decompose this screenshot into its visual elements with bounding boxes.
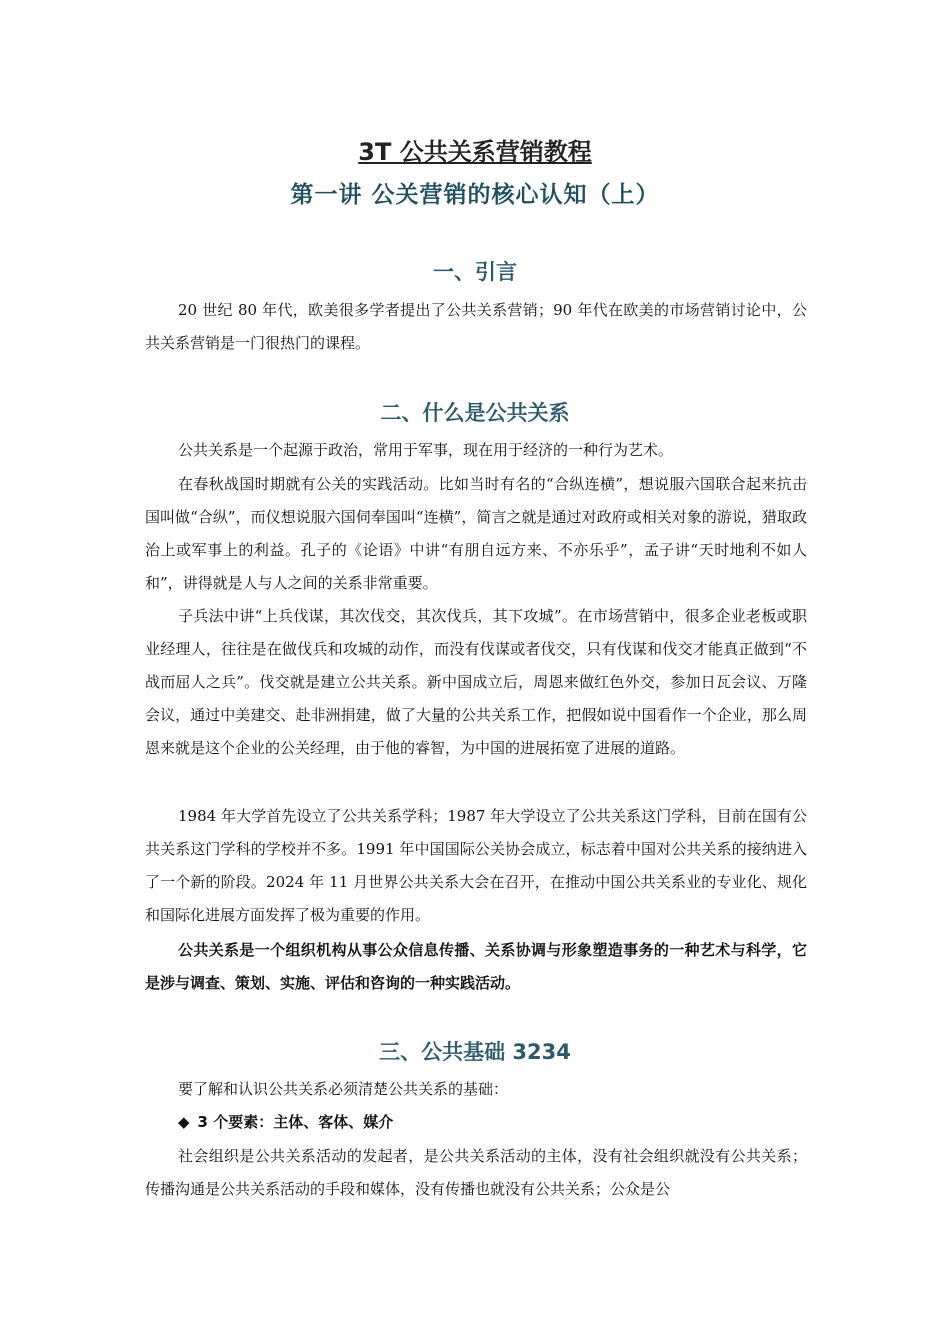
document-title: 3T 公共关系营销教程 xyxy=(358,138,592,166)
lecture-subtitle: 第一讲 公关营销的核心认知（上） xyxy=(290,181,660,208)
section-heading-intro: 一、引言 xyxy=(433,260,517,284)
diamond-bullet-icon: ◆ xyxy=(178,1113,190,1131)
paragraph: 社会组织是公共关系活动的发起者，是公共关系活动的主体，没有社会组织就没有公共关系；传播沟通是公共关系活动的手段和媒体，没有传播也就没有公共关系；公众是公 xyxy=(145,1147,807,1198)
definition-paragraph: 公共关系是一个组织机构从事公众信息传播、关系协调与形象塑造事务的一种艺术与科学，它是涉与调查、策划、实施、评估和咨询的一种实践活动。 xyxy=(145,941,807,992)
bullet-text: 3 个要素：主体、客体、媒介 xyxy=(197,1113,394,1131)
paragraph: 公共关系是一个起源于政治，常用于军事，现在用于经济的一种行为艺术。 xyxy=(178,441,674,459)
paragraph: 在春秋战国时期就有公关的实践活动。比如当时有名的“合纵连横”，想说服六国联合起来抗击国叫做“合纵”，而仪想说服六国伺奉国叫“连横”，简言之就是通过对政府或相关对象的游说，猎取政治上或军事上的利益。孔子的《论语》中讲“有朋自远方来、不亦乐乎”，孟子讲“天时地利不如人和”，讲得就是人与人之间的关系非常重要。 xyxy=(145,475,807,592)
paragraph: 1984 年大学首先设立了公共关系学科；1987 年大学设立了公共关系这门学科，目前在国有公共关系这门学科的学校并不多。1991 年中国国际公关协会成立，标志着中国对公共关系的接纳进入了一个新的阶段。2024 年 11 月世界公共关系大会在召开，在推动中国公共关系业的专业化、规化和国际化进展方面发挥了极为重要的作用。 xyxy=(145,807,807,924)
paragraph: 要了解和认识公共关系必须清楚公共关系的基础： xyxy=(178,1080,509,1098)
paragraph: 子兵法中讲“上兵伐谋，其次伐交，其次伐兵，其下攻城”。在市场营销中，很多企业老板或职业经理人，往往是在做伐兵和攻城的动作，而没有伐谋或者伐交，只有伐谋和伐交才能真正做到“不战而屈人之兵”。伐交就是建立公共关系。新中国成立后，周恩来做红色外交，参加日瓦会议、万隆会议，通过中美建交、赴非洲捐建，做了大量的公共关系工作，把假如说中国看作一个企业，那么周恩来就是这个企业的公关经理，由于他的睿智，为中国的进展拓宽了进展的道路。 xyxy=(145,607,807,757)
paragraph: 20 世纪 80 年代，欧美很多学者提出了公共关系营销；90 年代在欧美的市场营销讨论中，公共关系营销是一门很热门的课程。 xyxy=(145,301,807,352)
bullet-item xyxy=(178,1106,393,1139)
section-heading-pr-basics: 三、公共基础 3234 xyxy=(379,1040,571,1064)
section-heading-what-is-pr: 二、什么是公共关系 xyxy=(380,401,570,425)
